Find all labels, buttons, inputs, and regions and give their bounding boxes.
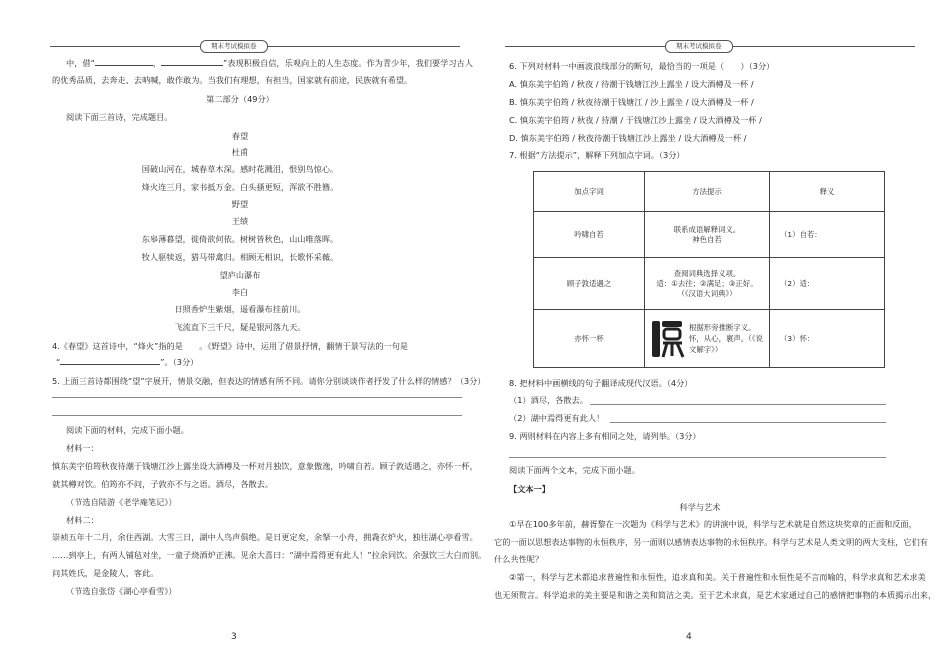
answer-line[interactable] bbox=[52, 415, 462, 416]
table-header: 方法提示 bbox=[645, 172, 770, 212]
page-number: 4 bbox=[686, 632, 692, 642]
essay-title: 科学与艺术 bbox=[679, 502, 721, 512]
essay-paragraph: 也无须赘言。科学追求的美主要是和谐之美和简洁之美。至于艺术求真，是艺术家通过自己的感情把事物的本质揭示出来， bbox=[494, 590, 937, 600]
answer-blank[interactable] bbox=[60, 356, 160, 365]
method-table bbox=[533, 171, 885, 368]
poem-line: 牧人驱犊返，猎马带禽归。相顾无相识，长歌怀采薇。 bbox=[141, 252, 339, 262]
table-cell-word: 顾子敦适遇之 bbox=[534, 258, 645, 310]
header-label: 期末考试模拟卷 bbox=[665, 40, 733, 53]
table-cell-hint: 联系成语解释词义。 神色自若 bbox=[645, 212, 770, 258]
material-source: （节选自张岱《湖心亭看雪》） bbox=[66, 586, 177, 596]
table-row bbox=[534, 212, 885, 258]
text-label: 【文本一】 bbox=[509, 484, 550, 494]
part-heading: 第二部分（49分） bbox=[206, 94, 274, 104]
table-cell-word: 亦怀一杯 bbox=[534, 310, 645, 368]
continued-line-2: 的优秀品质，去奔走、去呐喊，敢作敢为。当我们有理想，有担当，国家就有前途，民族就有希望。 bbox=[52, 75, 413, 85]
poem-line: 烽火连三月，家书抵万金。白头搔更短，浑欲不胜簪。 bbox=[141, 182, 339, 192]
page-number: 3 bbox=[231, 632, 237, 642]
material-text: 崇祯五年十二月，余住西湖。大雪三日，湖中人鸟声俱绝。是日更定矣，余拏一小舟，拥毳衣炉火，独往湖心亭看雪。 bbox=[52, 532, 478, 542]
seal-script-character-icon bbox=[649, 319, 685, 359]
table-cell-answer[interactable]: （3）怀： bbox=[770, 310, 885, 368]
material-text: 问其姓氏，是金陵人，客此。 bbox=[52, 568, 159, 578]
question-8-part-1: （1）酒尽，各散去。 bbox=[509, 395, 588, 405]
poem-title: 望庐山瀑布 bbox=[219, 270, 261, 280]
poem-line: 飞流直下三千尺，疑是银河落九天。 bbox=[174, 322, 306, 332]
answer-blank[interactable] bbox=[95, 57, 153, 66]
table-cell-hint: 查阅词典选择义项。 适：①去往；②满足；③正好。 （《汉语大词典》） bbox=[645, 258, 770, 310]
essay-paragraph: ②第一，科学与艺术都追求普遍性和永恒性，追求真和美。关于普遍性和永恒性是不言而喻的，科学求真和艺术求美 bbox=[509, 572, 926, 582]
table-cell-answer[interactable]: （1）自若： bbox=[770, 212, 885, 258]
poem-title: 春望 bbox=[231, 131, 249, 141]
poem-title: 野望 bbox=[231, 199, 249, 209]
material-label: 材料二： bbox=[66, 515, 99, 525]
answer-line[interactable] bbox=[610, 422, 886, 423]
answer-blank[interactable] bbox=[161, 57, 223, 66]
poem-line: 东皋薄暮望，徙倚欲何依。树树皆秋色，山山唯落晖。 bbox=[141, 234, 339, 244]
poem-author: 李白 bbox=[231, 287, 249, 297]
question-5: 5. 上面三首诗都围绕“望”字展开，情景交融，但表达的情感有所不同。请你分别谈谈作者抒发了什么样的情感？（3分） bbox=[52, 376, 486, 386]
table-cell-word: 吟啸自若 bbox=[534, 212, 645, 258]
table-row bbox=[534, 310, 885, 368]
continued-line-1: 中，借“ ， ”表现积极自信，乐观向上的人生态度。作为青少年，我们要学习古人 bbox=[66, 58, 473, 68]
material-text: 就其樽对饮。伯筠亦不问，子敦亦不与之语。酒尽，各散去。 bbox=[52, 479, 274, 489]
instruction: 阅读下面三首诗，完成题目。 bbox=[66, 112, 173, 122]
table-row bbox=[534, 258, 885, 310]
question-7: 7. 根据“方法提示”，解释下列加点字词。（3分） bbox=[509, 150, 685, 160]
poem-author: 杜甫 bbox=[231, 147, 249, 157]
question-6: 6. 下列对材料一中画波浪线部分的断句，最恰当的一项是（ ）（3分） bbox=[509, 61, 775, 71]
poem-line: 国破山河在，城春草木深。感时花溅泪，恨别鸟惊心。 bbox=[141, 164, 339, 174]
table-cell-answer[interactable]: （2）适： bbox=[770, 258, 885, 310]
option-c[interactable]: C. 慎东美字伯筠 / 秋夜 / 待潮 / 于钱塘江沙上露坐 / 设大酒樽及一杯 / bbox=[509, 115, 762, 125]
material-text: ……到亭上，有两人铺毡对坐，一童子烧酒炉正沸。见余大喜曰：“湖中焉得更有此人！”拉余同饮。余强饮三大白而别。 bbox=[52, 550, 487, 560]
answer-line[interactable] bbox=[509, 457, 886, 458]
question-8-part-2: （2）湖中焉得更有此人！ bbox=[509, 413, 605, 423]
answer-line[interactable] bbox=[590, 404, 886, 405]
question-8: 8. 把材料中画横线的句子翻译成现代汉语。（4分） bbox=[509, 378, 693, 388]
table-header: 释义 bbox=[770, 172, 885, 212]
poem-line: 日照香炉生紫烟，遥看瀑布挂前川。 bbox=[174, 304, 306, 314]
instruction: 阅读下面两个文本，完成下面小题。 bbox=[509, 465, 641, 475]
essay-paragraph: ①早在100多年前，赫胥黎在一次题为《科学与艺术》的讲演中说，科学与艺术就是自然这块奖章的正面和反面， bbox=[509, 519, 917, 529]
table-header-row bbox=[534, 172, 885, 212]
essay-paragraph: 它的一面以思想表达事物的永恒秩序，另一面则以感情表达事物的永恒秩序。科学与艺术是人类文明的两大支柱，它们有 bbox=[494, 537, 928, 547]
essay-paragraph: 什么共性呢？ bbox=[494, 554, 544, 564]
option-b[interactable]: B. 慎东美字伯筠 / 秋夜待潮于钱塘江 / 沙上露坐 / 设大酒樽及一杯 / bbox=[509, 97, 754, 107]
header-label: 期末考试模拟卷 bbox=[200, 40, 268, 53]
question-4-answer-line: “ ”。（3分） bbox=[56, 357, 199, 367]
material-source: （节选自陆游《老学庵笔记》） bbox=[66, 497, 177, 507]
option-a[interactable]: A. 慎东美字伯筠 / 秋夜 / 待潮于钱塘江沙上露坐 / 设大酒樽及一杯 / bbox=[509, 79, 754, 89]
table-header: 加点字词 bbox=[534, 172, 645, 212]
material-text: 慎东美字伯筠秋夜待潮于钱塘江沙上露坐设大酒樽及一杯对月独饮，意象傲逸，吟啸自若。顾子敦适遇之，亦怀一杯， bbox=[52, 461, 478, 471]
instruction: 阅读下面的材料，完成下面小题。 bbox=[66, 425, 189, 435]
question-9: 9. 两则材料在内容上多有相同之处，请列举。（3分） bbox=[509, 431, 701, 441]
question-4: 4.《春望》这首诗中，“烽火”指的是 。《野望》诗中，运用了借景抒情，翻情于景写法的一句是 bbox=[52, 341, 409, 351]
material-label: 材料一： bbox=[66, 443, 99, 453]
poem-author: 王绩 bbox=[231, 216, 249, 226]
option-d[interactable]: D. 慎东美字伯筠 / 秋夜待潮于钱塘江沙上露坐 / 设大酒樽及一杯 / bbox=[509, 133, 747, 143]
table-cell-hint: 根据形旁推断字义。 怀，从心，褱声。（《说 文解字》） bbox=[645, 310, 770, 368]
answer-line[interactable] bbox=[52, 397, 462, 398]
